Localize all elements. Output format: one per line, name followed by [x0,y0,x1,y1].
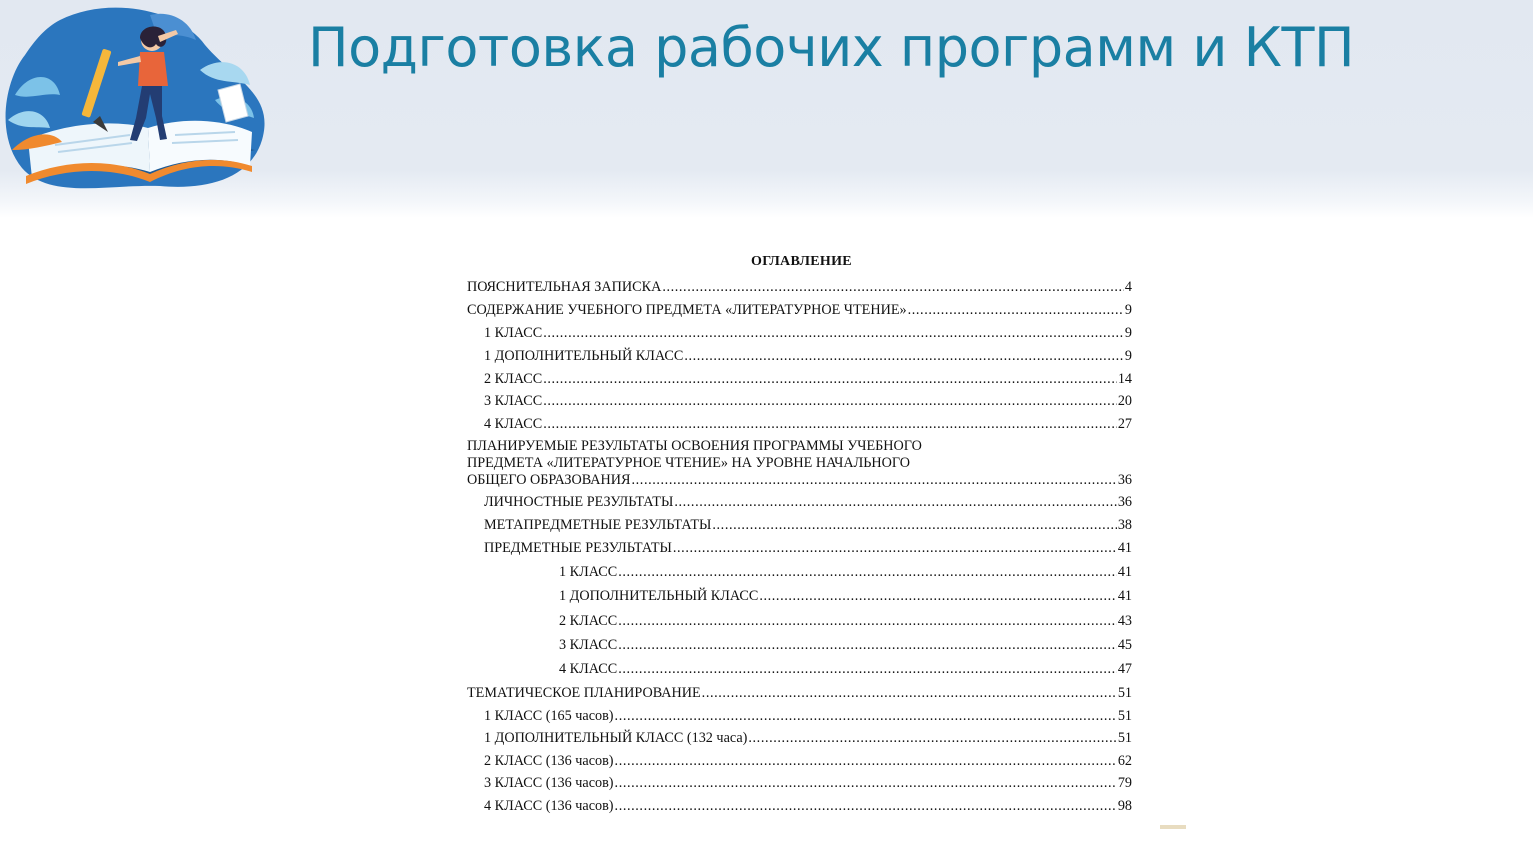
toc-row [467,534,1132,557]
toc-row [467,792,1132,815]
toc-row-page: 51 [1117,708,1132,724]
toc-row-label: 1 ДОПОЛНИТЕЛЬНЫЙ КЛАСС (132 часа) [484,730,748,746]
toc-row [467,365,1132,388]
toc-row [467,388,1132,410]
toc-row-page: 9 [1124,325,1132,341]
toc-row-label: ТЕМАТИЧЕСКОЕ ПЛАНИРОВАНИЕ [467,685,701,701]
toc-row-label: ПОЯСНИТЕЛЬНАЯ ЗАПИСКА [467,279,662,295]
toc-leader [748,730,1116,747]
slide-title: Подготовка рабочих программ и КТП [308,16,1355,79]
toc-row-page: 36 [1117,494,1132,510]
toc-leader [702,685,1117,702]
toc-row-label: 4 КЛАСС (136 часов) [484,798,614,814]
toc-row [467,489,1132,511]
toc-row [467,605,1132,630]
toc-leader [618,564,1117,581]
toc-row [467,296,1132,319]
toc-row-label: 3 КЛАСС [484,393,543,409]
toc-row-label: СОДЕРЖАНИЕ УЧЕБНОГО ПРЕДМЕТА «ЛИТЕРАТУРНОЕ ЧТЕНИЕ» [467,302,907,318]
toc-row [467,511,1132,534]
toc-leader [759,588,1116,605]
toc-leader [712,517,1116,534]
toc-row [467,472,1132,489]
toc-row [467,342,1132,365]
girl-body [138,52,168,86]
toc-row-page: 43 [1117,613,1132,629]
toc-row-page: 9 [1124,348,1132,364]
toc-row-label: 2 КЛАСС (136 часов) [484,753,614,769]
toc-row-label: 1 КЛАСС [484,325,543,341]
toc-leader [543,325,1124,342]
toc-row [467,702,1132,725]
toc-row-label: 1 КЛАСС (165 часов) [484,708,614,724]
toc-leader [618,661,1117,678]
toc-row-page: 79 [1117,775,1132,791]
toc-row-page: 98 [1117,798,1132,814]
toc-row-page: 20 [1117,393,1132,409]
toc-row-label: 3 КЛАСС [559,637,618,653]
toc-row-label: 2 КЛАСС [559,613,618,629]
toc-row-page: 14 [1117,371,1132,387]
toc-row [467,274,1132,296]
toc-row-label: 3 КЛАСС (136 часов) [484,775,614,791]
toc-leader [674,494,1116,511]
toc-row [467,725,1132,747]
toc-leader [684,348,1124,365]
toc-row [467,747,1132,770]
toc-row-label-line: ОБЩЕГО ОБРАЗОВАНИЯ [467,472,631,488]
table-of-contents [467,250,1132,815]
toc-leader [615,775,1117,792]
toc-row-multiline [467,433,1132,489]
toc-row-page: 41 [1117,540,1132,556]
girl-on-book-illustration [0,0,300,218]
toc-row-page: 51 [1117,685,1132,701]
toc-row-label: ПРЕДМЕТНЫЕ РЕЗУЛЬТАТЫ [484,540,672,556]
toc-row [467,581,1132,605]
toc-leader [615,753,1117,770]
toc-leader [543,371,1117,388]
toc-leader [618,613,1117,630]
toc-row-page: 38 [1117,517,1132,533]
toc-row-page: 36 [1117,472,1132,488]
toc-leader [908,302,1124,319]
toc-leader [615,708,1117,725]
toc-row-page: 47 [1117,661,1132,677]
toc-row [467,319,1132,342]
toc-row-page: 27 [1117,416,1132,432]
toc-leader [543,416,1117,433]
toc-leader [615,798,1117,815]
toc-row-label: МЕТАПРЕДМЕТНЫЕ РЕЗУЛЬТАТЫ [484,517,712,533]
toc-row [467,678,1132,702]
toc-row [467,557,1132,581]
toc-row-label: ЛИЧНОСТНЫЕ РЕЗУЛЬТАТЫ [484,494,674,510]
corner-mark [1160,825,1186,829]
toc-row-page: 4 [1124,279,1132,295]
toc-leader [632,472,1117,489]
toc-row-label: 2 КЛАСС [484,371,543,387]
toc-row-page: 51 [1117,730,1132,746]
toc-row-label: 4 КЛАСС [484,416,543,432]
toc-row [467,654,1132,678]
toc-row [467,410,1132,433]
toc-row-page: 9 [1124,302,1132,318]
toc-row-page: 62 [1117,753,1132,769]
toc-row-label: 1 ДОПОЛНИТЕЛЬНЫЙ КЛАСС [484,348,684,364]
toc-heading: ОГЛАВЛЕНИЕ [751,254,852,269]
toc-row [467,770,1132,792]
toc-row-label-line: ПЛАНИРУЕМЫЕ РЕЗУЛЬТАТЫ ОСВОЕНИЯ ПРОГРАММЫ УЧЕБНОГО [467,438,922,454]
toc-leader [673,540,1117,557]
toc-row-label: 4 КЛАСС [559,661,618,677]
toc-row-label: 1 ДОПОЛНИТЕЛЬНЫЙ КЛАСС [559,588,759,604]
toc-row-label-line: ПРЕДМЕТА «ЛИТЕРАТУРНОЕ ЧТЕНИЕ» НА УРОВНЕ НАЧАЛЬНОГО [467,455,911,471]
toc-leader [618,637,1117,654]
toc-row-page: 41 [1117,588,1132,604]
toc-row-page: 45 [1117,637,1132,653]
toc-row-label: 1 КЛАСС [559,564,618,580]
toc-leader [662,279,1124,296]
toc-row-page: 41 [1117,564,1132,580]
toc-row [467,630,1132,654]
toc-leader [543,393,1117,410]
